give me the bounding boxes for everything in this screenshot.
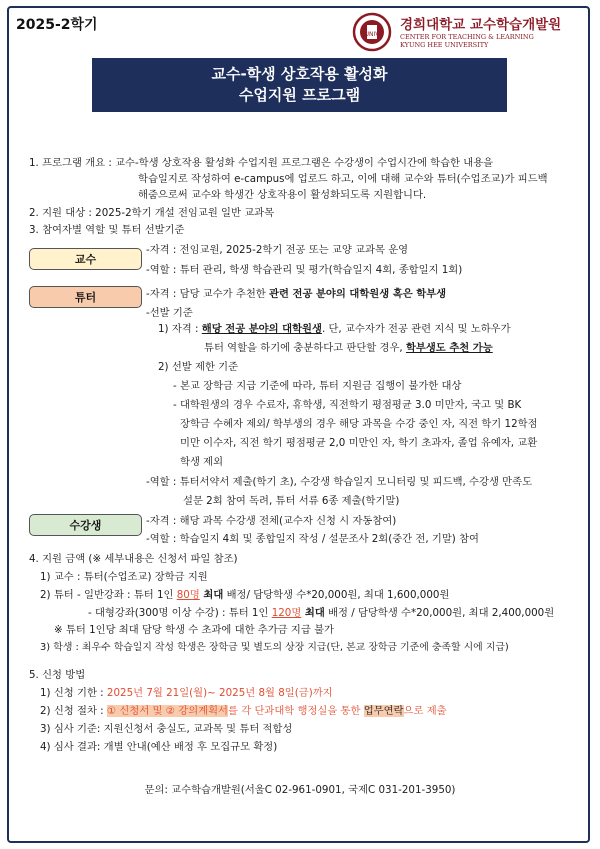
application-deadline bbox=[40, 686, 333, 701]
professor-qualification: -자격 : 전임교원, 2025-2학기 전공 또는 교양 교과목 운영 bbox=[146, 244, 409, 256]
overview-label: 1. 프로그램 개요 : bbox=[29, 157, 116, 169]
funding-title: 4. 지원 금액 (※ 세부내용은 신청서 파일 참조) bbox=[29, 553, 238, 565]
application-criteria: 3) 심사 기준: 지원신청서 충실도, 교과목 및 튜터 적합성 bbox=[40, 723, 293, 735]
application-title: 5. 신청 방법 bbox=[29, 669, 86, 681]
application-procedure-channel: 업무연락 bbox=[363, 705, 404, 717]
funding-tutor-general-max: 최대 bbox=[199, 589, 224, 601]
criteria1-text: . 단, 교수자가 전공 관련 지식 및 노하우가 bbox=[321, 323, 511, 335]
funding-tutor-general-amount: 배정/ 담당학생 수*20,000원, 최대 1,600,000원 bbox=[223, 589, 450, 601]
criteria1-bold: 해당 전공 분야의 대학원생 bbox=[201, 323, 322, 335]
tutor-qualification-text: -자격 : 담당 교수가 추천한 bbox=[146, 288, 270, 300]
professor-tag: 교수 bbox=[29, 248, 142, 270]
funding-tutor-general bbox=[40, 588, 449, 603]
funding-tutor-large-amount: 배정 / 담당학생 수*20,000원, 최대 2,400,000원 bbox=[324, 607, 555, 619]
funding-student: 3) 학생 : 최우수 학습일지 작성 학생은 장학금 및 별도의 상장 지급(단, 본교 장학금 기준에 충족할 시에 지급) bbox=[40, 642, 509, 653]
tutor-role-line2: 설문 2회 참여 독려, 튜터 서류 6종 제출(학기말) bbox=[183, 495, 400, 507]
logo-university-en: KYUNG HEE UNIVERSITY bbox=[400, 41, 489, 49]
tutor-qualification-bold: 관련 전공 분야의 대학원생 혹은 학부생 bbox=[269, 288, 447, 300]
banner-line2: 수업지원 프로그램 bbox=[238, 86, 361, 104]
tutor-criteria1-line2 bbox=[204, 341, 493, 356]
overview-text1: 교수-학생 상호작용 활성화 수업지원 프로그램은 수강생이 수업시간에 학습한 내용을 bbox=[115, 157, 494, 169]
tutor-role-line1: -역할 : 튜터서약서 제출(학기 초), 수강생 학습일지 모니터링 및 피드백, 수강생 만족도 bbox=[146, 476, 533, 488]
tutor-criteria2-title: 2) 선발 제한 기준 bbox=[158, 361, 239, 373]
student-tag: 수강생 bbox=[29, 514, 142, 536]
tutor-tag: 튜터 bbox=[29, 286, 142, 308]
application-procedure-label: 2) 신청 절차 : bbox=[40, 705, 107, 717]
professor-role: -역할 : 튜터 관리, 학생 학습관리 및 평가(학습일지 4회, 종합일지 1회) bbox=[146, 264, 463, 276]
funding-note: ※ 튜터 1인당 최대 담당 학생 수 초과에 대한 추가금 지급 불가 bbox=[54, 624, 334, 636]
application-procedure-docs: ① 신청서 및 ② 강의계획서 bbox=[106, 705, 228, 717]
svg-text:UNIV: UNIV bbox=[364, 31, 380, 38]
application-deadline-date: 2025년 7월 21일(월)~ 2025년 8월 8일(금)까지 bbox=[106, 687, 333, 699]
student-qualification: -자격 : 해당 과목 수강생 전체(교수자 신청 시 자동참여) bbox=[146, 515, 397, 527]
funding-professor: 1) 교수 : 튜터(수업조교) 장학금 지원 bbox=[40, 571, 208, 583]
criteria1-line2-bold: 학부생도 추천 가능 bbox=[405, 342, 493, 354]
application-procedure-end: 으로 제출 bbox=[403, 705, 447, 717]
application-result: 4) 심사 결과: 개별 안내(예산 배정 후 모집규모 확정) bbox=[40, 741, 278, 753]
semester-label: 2025-2학기 bbox=[16, 17, 98, 33]
overview-line2: 학습일지로 작성하여 e-campus에 업로드 하고, 이에 대해 교수와 튜터(수업조교)가 피드백 bbox=[138, 173, 548, 185]
funding-tutor-general-count: 80명 bbox=[176, 589, 200, 601]
funding-tutor-large-count: 120명 bbox=[271, 607, 302, 619]
logo-subtitle-en: CENTER FOR TEACHING & LEARNING bbox=[400, 33, 534, 41]
tutor-criteria1-line1 bbox=[158, 322, 511, 337]
tutor-selection-title: -선발 기준 bbox=[146, 307, 193, 319]
target-line: 2. 지원 대상 : 2025-2학기 개설 전임교원 일반 교과목 bbox=[29, 207, 275, 219]
tutor-qualification bbox=[146, 287, 446, 302]
contact-footer: 문의: 교수학습개발원(서울C 02-961-0901, 국제C 031-201-3950) bbox=[144, 784, 456, 796]
roles-title: 3. 참여자별 역할 및 튜터 선발기준 bbox=[29, 224, 185, 236]
criteria2-item-b-line4: 학생 제외 bbox=[180, 456, 224, 468]
overview-line1 bbox=[29, 156, 493, 171]
banner-line1: 교수-학생 상호작용 활성화 bbox=[211, 65, 388, 83]
application-procedure-mid: 를 각 단과대학 행정실을 통한 bbox=[228, 705, 364, 717]
criteria2-item-b-line2: 장학금 수혜자 제외/ 학부생의 경우 해당 과목을 수강 중인 자, 직전 학기 12학점 bbox=[180, 418, 538, 430]
application-deadline-label: 1) 신청 기한 : bbox=[40, 687, 107, 699]
funding-tutor-general-text: 2) 튜터 - 일반강좌 : 튜터 1인 bbox=[40, 589, 177, 601]
funding-tutor-large bbox=[88, 606, 554, 621]
funding-tutor-large-max: 최대 bbox=[301, 607, 325, 619]
criteria2-item-b-line1: - 대학원생의 경우 수료자, 휴학생, 직전학기 평점평균 3.0 미만자, 국고 및 BK bbox=[173, 399, 522, 411]
student-role: -역할 : 학습일지 4회 및 종합일지 작성 / 설문조사 2회(중간 전, 기말) 참여 bbox=[146, 533, 479, 545]
overview-line3: 해줌으로써 교수와 학생간 상호작용이 활성화되도록 지원합니다. bbox=[138, 189, 427, 201]
logo-title: 경희대학교 교수학습개발원 bbox=[400, 17, 562, 33]
criteria1-label: 1) 자격 : bbox=[158, 323, 202, 335]
application-procedure bbox=[40, 704, 447, 719]
criteria2-item-b-line3: 미만 이수자, 직전 학기 평점평균 2,0 미만인 자, 학기 초과자, 졸업 유예자, 교환 bbox=[180, 437, 538, 449]
criteria2-item-a: - 본교 장학금 지급 기준에 따라, 튜터 지원금 집행이 불가한 대상 bbox=[173, 380, 462, 392]
criteria1-line2-text: 튜터 역할을 하기에 충분하다고 판단할 경우, bbox=[204, 342, 406, 354]
funding-tutor-large-text: - 대형강좌(300명 이상 수강) : 튜터 1인 bbox=[88, 607, 272, 619]
